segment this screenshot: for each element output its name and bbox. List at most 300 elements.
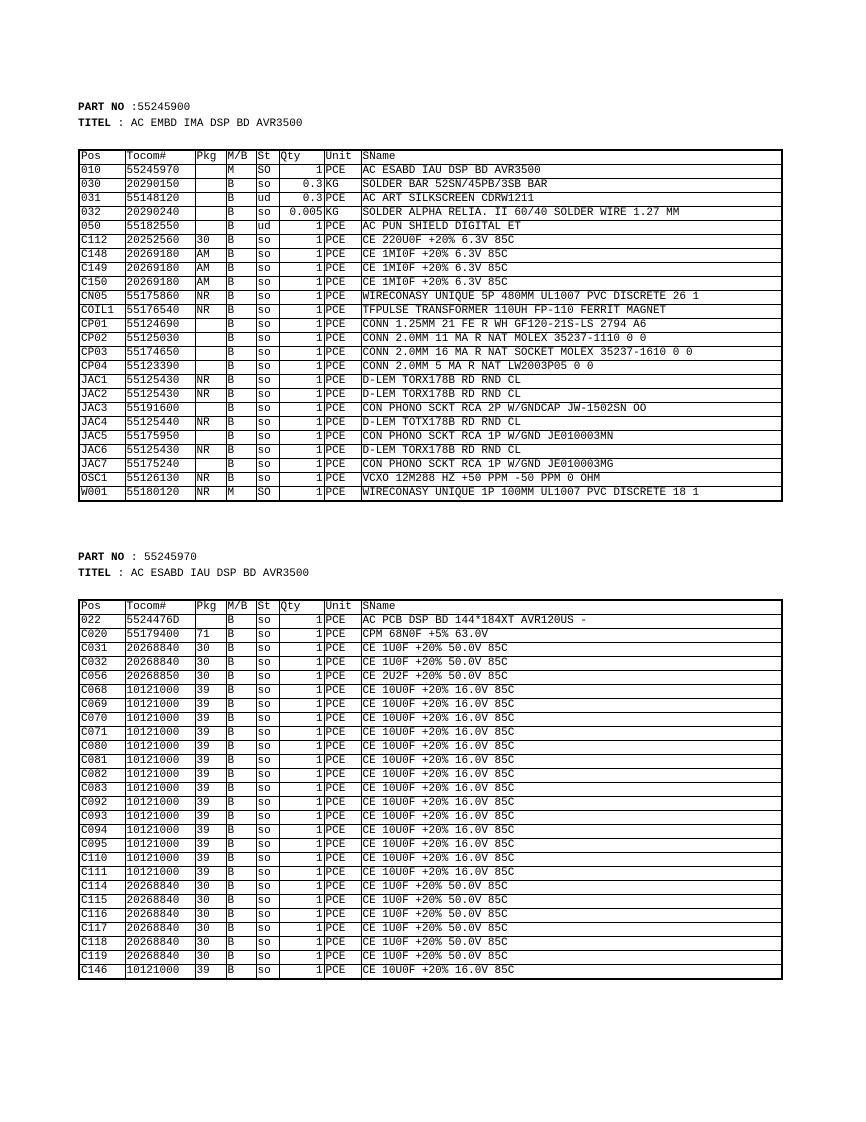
- cell-pos: C115: [79, 895, 125, 909]
- cell-mb: B: [226, 263, 256, 277]
- cell-st: so: [256, 263, 279, 277]
- cell-pkg: 39: [195, 755, 226, 769]
- cell-sname: SOLDER ALPHA RELIA. II 60/40 SOLDER WIRE 1.27 MM: [361, 207, 782, 221]
- cell-pkg: 30: [195, 657, 226, 671]
- table-row: [79, 459, 782, 473]
- cell-pos: 022: [79, 615, 125, 629]
- cell-unit: PCE: [324, 375, 361, 389]
- cell-mb: B: [226, 811, 256, 825]
- cell-sname: CE 10U0F +20% 16.0V 85C: [361, 685, 782, 699]
- cell-sname: CE 10U0F +20% 16.0V 85C: [361, 783, 782, 797]
- cell-pos: JAC3: [79, 403, 125, 417]
- cell-sname: CE 1U0F +20% 50.0V 85C: [361, 937, 782, 951]
- cell-st: so: [256, 783, 279, 797]
- cell-unit: PCE: [324, 389, 361, 403]
- cell-tocom: 55124690: [125, 319, 195, 333]
- cell-sname: CE 10U0F +20% 16.0V 85C: [361, 825, 782, 839]
- table-row: [79, 291, 782, 305]
- cell-st: so: [256, 277, 279, 291]
- cell-pos: C150: [79, 277, 125, 291]
- cell-pos: JAC6: [79, 445, 125, 459]
- cell-pos: C095: [79, 839, 125, 853]
- cell-st: so: [256, 769, 279, 783]
- cell-pkg: 30: [195, 235, 226, 249]
- cell-pos: C071: [79, 727, 125, 741]
- cell-qty: 1: [279, 713, 324, 727]
- cell-unit: PCE: [324, 671, 361, 685]
- cell-st: so: [256, 333, 279, 347]
- cell-unit: PCE: [324, 305, 361, 319]
- cell-qty: 1: [279, 347, 324, 361]
- cell-pkg: 39: [195, 811, 226, 825]
- cell-mb: B: [226, 895, 256, 909]
- cell-mb: B: [226, 333, 256, 347]
- table-row: [79, 389, 782, 403]
- cell-st: so: [256, 839, 279, 853]
- cell-qty: 1: [279, 965, 324, 980]
- cell-unit: PCE: [324, 347, 361, 361]
- cell-unit: PCE: [324, 333, 361, 347]
- cell-unit: KG: [324, 207, 361, 221]
- cell-qty: 1: [279, 727, 324, 741]
- cell-pkg: [195, 459, 226, 473]
- cell-mb: B: [226, 445, 256, 459]
- cell-pos: C112: [79, 235, 125, 249]
- column-header-pkg: Pkg: [195, 600, 226, 615]
- title-label: TITEL: [78, 118, 112, 130]
- column-header-qty: Qty: [279, 150, 324, 165]
- cell-sname: AC PUN SHIELD DIGITAL ET: [361, 221, 782, 235]
- cell-st: so: [256, 249, 279, 263]
- table-row: [79, 221, 782, 235]
- cell-sname: CE 10U0F +20% 16.0V 85C: [361, 727, 782, 741]
- cell-tocom: 55148120: [125, 193, 195, 207]
- cell-pos: C094: [79, 825, 125, 839]
- table-row: [79, 179, 782, 193]
- cell-unit: PCE: [324, 361, 361, 375]
- cell-tocom: 55125030: [125, 333, 195, 347]
- cell-unit: PCE: [324, 867, 361, 881]
- cell-mb: B: [226, 769, 256, 783]
- cell-qty: 1: [279, 895, 324, 909]
- cell-pkg: AM: [195, 249, 226, 263]
- cell-pos: JAC4: [79, 417, 125, 431]
- cell-unit: PCE: [324, 249, 361, 263]
- cell-tocom: 10121000: [125, 867, 195, 881]
- cell-st: so: [256, 403, 279, 417]
- cell-st: so: [256, 305, 279, 319]
- cell-mb: B: [226, 783, 256, 797]
- cell-tocom: 55175240: [125, 459, 195, 473]
- cell-pos: C117: [79, 923, 125, 937]
- cell-mb: B: [226, 235, 256, 249]
- part-number-separator: :: [124, 102, 138, 114]
- cell-qty: 0.005: [279, 207, 324, 221]
- cell-pkg: NR: [195, 473, 226, 487]
- cell-sname: CE 10U0F +20% 16.0V 85C: [361, 853, 782, 867]
- cell-tocom: 10121000: [125, 699, 195, 713]
- title-line: [78, 566, 783, 582]
- table-row: [79, 783, 782, 797]
- column-header-st: St: [256, 600, 279, 615]
- cell-pkg: 39: [195, 699, 226, 713]
- cell-pos: 030: [79, 179, 125, 193]
- cell-pos: 050: [79, 221, 125, 235]
- cell-st: so: [256, 291, 279, 305]
- column-header-unit: Unit: [324, 600, 361, 615]
- cell-st: so: [256, 741, 279, 755]
- cell-sname: AC ART SILKSCREEN CDRW1211: [361, 193, 782, 207]
- cell-tocom: 55175950: [125, 431, 195, 445]
- cell-unit: PCE: [324, 909, 361, 923]
- cell-tocom: 55179400: [125, 629, 195, 643]
- cell-tocom: 55125430: [125, 389, 195, 403]
- cell-st: so: [256, 825, 279, 839]
- cell-mb: B: [226, 923, 256, 937]
- table-row: [79, 909, 782, 923]
- table-row: [79, 839, 782, 853]
- cell-st: so: [256, 445, 279, 459]
- cell-tocom: 10121000: [125, 783, 195, 797]
- cell-pkg: [195, 361, 226, 375]
- cell-pkg: NR: [195, 291, 226, 305]
- cell-qty: 1: [279, 643, 324, 657]
- column-header-tocom: Tocom#: [125, 150, 195, 165]
- cell-sname: WIRECONASY UNIQUE 5P 480MM UL1007 PVC DISCRETE 26 1: [361, 291, 782, 305]
- cell-unit: PCE: [324, 825, 361, 839]
- cell-pos: CP01: [79, 319, 125, 333]
- cell-pkg: [195, 319, 226, 333]
- cell-unit: PCE: [324, 445, 361, 459]
- cell-pkg: 39: [195, 783, 226, 797]
- cell-st: so: [256, 389, 279, 403]
- cell-st: so: [256, 375, 279, 389]
- table-row: [79, 487, 782, 502]
- table-row: [79, 249, 782, 263]
- cell-mb: B: [226, 671, 256, 685]
- cell-mb: B: [226, 881, 256, 895]
- cell-pos: C032: [79, 657, 125, 671]
- cell-qty: 1: [279, 403, 324, 417]
- cell-unit: PCE: [324, 895, 361, 909]
- cell-tocom: 10121000: [125, 755, 195, 769]
- table-row: [79, 895, 782, 909]
- cell-sname: CE 1U0F +20% 50.0V 85C: [361, 895, 782, 909]
- cell-pos: 032: [79, 207, 125, 221]
- cell-tocom: 55125440: [125, 417, 195, 431]
- table-row: [79, 445, 782, 459]
- cell-pos: C056: [79, 671, 125, 685]
- cell-sname: CE 10U0F +20% 16.0V 85C: [361, 965, 782, 980]
- table-row: [79, 207, 782, 221]
- cell-st: so: [256, 713, 279, 727]
- cell-pkg: 39: [195, 713, 226, 727]
- column-header-sname: SName: [361, 600, 782, 615]
- cell-pkg: AM: [195, 263, 226, 277]
- cell-pos: C081: [79, 755, 125, 769]
- table-row: [79, 333, 782, 347]
- cell-unit: PCE: [324, 657, 361, 671]
- cell-tocom: 55191600: [125, 403, 195, 417]
- cell-mb: B: [226, 249, 256, 263]
- cell-pos: C092: [79, 797, 125, 811]
- cell-qty: 1: [279, 333, 324, 347]
- cell-sname: CE 10U0F +20% 16.0V 85C: [361, 867, 782, 881]
- cell-pos: C093: [79, 811, 125, 825]
- cell-pkg: [195, 179, 226, 193]
- cell-unit: PCE: [324, 473, 361, 487]
- cell-pkg: 39: [195, 965, 226, 980]
- cell-mb: B: [226, 951, 256, 965]
- cell-pos: CN05: [79, 291, 125, 305]
- cell-unit: PCE: [324, 923, 361, 937]
- cell-sname: CE 1U0F +20% 50.0V 85C: [361, 881, 782, 895]
- cell-sname: CONN 2.0MM 11 MA R NAT MOLEX 35237-1110 0 0: [361, 333, 782, 347]
- cell-sname: TFPULSE TRANSFORMER 110UH FP-110 FERRIT MAGNET: [361, 305, 782, 319]
- cell-tocom: 10121000: [125, 727, 195, 741]
- cell-pkg: NR: [195, 487, 226, 502]
- cell-st: so: [256, 755, 279, 769]
- cell-mb: B: [226, 713, 256, 727]
- cell-st: so: [256, 951, 279, 965]
- cell-sname: CE 1MI0F +20% 6.3V 85C: [361, 277, 782, 291]
- cell-tocom: 55245970: [125, 165, 195, 179]
- cell-qty: 1: [279, 417, 324, 431]
- cell-sname: CE 1MI0F +20% 6.3V 85C: [361, 249, 782, 263]
- cell-qty: 1: [279, 755, 324, 769]
- cell-mb: B: [226, 291, 256, 305]
- cell-qty: 1: [279, 923, 324, 937]
- cell-pos: C116: [79, 909, 125, 923]
- cell-pos: C069: [79, 699, 125, 713]
- bom-table: [78, 599, 783, 980]
- cell-unit: PCE: [324, 741, 361, 755]
- bom-section-1: [78, 100, 783, 502]
- cell-qty: 1: [279, 249, 324, 263]
- cell-pos: JAC7: [79, 459, 125, 473]
- cell-pkg: 30: [195, 951, 226, 965]
- cell-st: so: [256, 923, 279, 937]
- cell-pkg: 39: [195, 797, 226, 811]
- cell-pkg: [195, 431, 226, 445]
- cell-mb: B: [226, 937, 256, 951]
- cell-st: so: [256, 207, 279, 221]
- table-row: [79, 235, 782, 249]
- cell-qty: 1: [279, 431, 324, 445]
- cell-tocom: 55123390: [125, 361, 195, 375]
- cell-pkg: 39: [195, 867, 226, 881]
- cell-sname: CE 1U0F +20% 50.0V 85C: [361, 923, 782, 937]
- cell-st: so: [256, 643, 279, 657]
- cell-pkg: [195, 193, 226, 207]
- column-header-st: St: [256, 150, 279, 165]
- cell-tocom: 55182550: [125, 221, 195, 235]
- table-row: [79, 615, 782, 629]
- cell-qty: 1: [279, 165, 324, 179]
- table-row: [79, 727, 782, 741]
- cell-tocom: 10121000: [125, 685, 195, 699]
- cell-tocom: 20252560: [125, 235, 195, 249]
- cell-tocom: 20269180: [125, 249, 195, 263]
- cell-pos: C119: [79, 951, 125, 965]
- cell-pos: C082: [79, 769, 125, 783]
- cell-tocom: 20269180: [125, 263, 195, 277]
- cell-tocom: 20268840: [125, 923, 195, 937]
- cell-tocom: 20268840: [125, 881, 195, 895]
- cell-pkg: 30: [195, 923, 226, 937]
- column-header-unit: Unit: [324, 150, 361, 165]
- part-number-value: 55245900: [137, 102, 191, 114]
- cell-pkg: NR: [195, 445, 226, 459]
- cell-qty: 1: [279, 657, 324, 671]
- cell-tocom: 20268840: [125, 895, 195, 909]
- cell-unit: PCE: [324, 165, 361, 179]
- cell-sname: CON PHONO SCKT RCA 2P W/GNDCAP JW-1502SN OO: [361, 403, 782, 417]
- cell-mb: B: [226, 347, 256, 361]
- cell-unit: PCE: [324, 431, 361, 445]
- cell-pos: C111: [79, 867, 125, 881]
- table-row: [79, 473, 782, 487]
- cell-pkg: 39: [195, 741, 226, 755]
- cell-unit: PCE: [324, 853, 361, 867]
- cell-pkg: [195, 207, 226, 221]
- cell-st: so: [256, 671, 279, 685]
- cell-sname: CE 220U0F +20% 6.3V 85C: [361, 235, 782, 249]
- cell-st: so: [256, 431, 279, 445]
- cell-pkg: 39: [195, 685, 226, 699]
- cell-qty: 0.3: [279, 193, 324, 207]
- cell-unit: PCE: [324, 769, 361, 783]
- cell-pos: COIL1: [79, 305, 125, 319]
- table-row: [79, 881, 782, 895]
- cell-pkg: 39: [195, 769, 226, 783]
- table-row: [79, 755, 782, 769]
- cell-qty: 1: [279, 263, 324, 277]
- cell-qty: 1: [279, 361, 324, 375]
- cell-pkg: NR: [195, 305, 226, 319]
- cell-tocom: 20268840: [125, 657, 195, 671]
- cell-qty: 1: [279, 825, 324, 839]
- table-row: [79, 319, 782, 333]
- cell-st: so: [256, 937, 279, 951]
- table-row: [79, 431, 782, 445]
- cell-qty: 1: [279, 951, 324, 965]
- column-header-qty: Qty: [279, 600, 324, 615]
- cell-st: so: [256, 965, 279, 980]
- cell-qty: 1: [279, 937, 324, 951]
- table-row: [79, 347, 782, 361]
- cell-qty: 1: [279, 445, 324, 459]
- cell-unit: PCE: [324, 403, 361, 417]
- bom-section-2: [78, 550, 783, 980]
- cell-sname: AC ESABD IAU DSP BD AVR3500: [361, 165, 782, 179]
- cell-st: so: [256, 473, 279, 487]
- cell-pos: C031: [79, 643, 125, 657]
- column-header-tocom: Tocom#: [125, 600, 195, 615]
- cell-tocom: 10121000: [125, 741, 195, 755]
- cell-pos: OSC1: [79, 473, 125, 487]
- cell-tocom: 20268840: [125, 937, 195, 951]
- cell-sname: D-LEM TOTX178B RD RND CL: [361, 417, 782, 431]
- title-separator: :: [111, 568, 131, 580]
- cell-unit: PCE: [324, 839, 361, 853]
- title-value: AC ESABD IAU DSP BD AVR3500: [130, 568, 310, 580]
- cell-tocom: 20268840: [125, 951, 195, 965]
- table-row: [79, 685, 782, 699]
- cell-tocom: 10121000: [125, 713, 195, 727]
- cell-tocom: 20269180: [125, 277, 195, 291]
- cell-st: so: [256, 319, 279, 333]
- table-row: [79, 965, 782, 980]
- cell-tocom: 10121000: [125, 769, 195, 783]
- cell-st: so: [256, 657, 279, 671]
- cell-qty: 1: [279, 615, 324, 629]
- cell-pos: C149: [79, 263, 125, 277]
- cell-mb: B: [226, 459, 256, 473]
- cell-sname: CE 10U0F +20% 16.0V 85C: [361, 713, 782, 727]
- cell-st: so: [256, 615, 279, 629]
- cell-tocom: 20268840: [125, 909, 195, 923]
- cell-unit: PCE: [324, 459, 361, 473]
- cell-pkg: [195, 403, 226, 417]
- cell-st: SO: [256, 165, 279, 179]
- cell-tocom: 10121000: [125, 811, 195, 825]
- cell-sname: CE 2U2F +20% 50.0V 85C: [361, 671, 782, 685]
- table-row: [79, 165, 782, 179]
- cell-mb: M: [226, 165, 256, 179]
- cell-pkg: AM: [195, 277, 226, 291]
- cell-pkg: [195, 333, 226, 347]
- table-row: [79, 853, 782, 867]
- cell-pos: C070: [79, 713, 125, 727]
- cell-sname: CE 1MI0F +20% 6.3V 85C: [361, 263, 782, 277]
- cell-tocom: 10121000: [125, 797, 195, 811]
- cell-pos: JAC1: [79, 375, 125, 389]
- cell-pos: 031: [79, 193, 125, 207]
- cell-pos: C146: [79, 965, 125, 980]
- cell-pos: C118: [79, 937, 125, 951]
- cell-mb: B: [226, 685, 256, 699]
- cell-qty: 1: [279, 291, 324, 305]
- cell-unit: PCE: [324, 685, 361, 699]
- cell-pos: 010: [79, 165, 125, 179]
- cell-qty: 1: [279, 487, 324, 502]
- cell-unit: PCE: [324, 319, 361, 333]
- cell-sname: CONN 1.25MM 21 FE R WH GF120-21S-LS 2794 A6: [361, 319, 782, 333]
- cell-mb: B: [226, 319, 256, 333]
- cell-qty: 1: [279, 375, 324, 389]
- cell-tocom: 55125430: [125, 445, 195, 459]
- cell-mb: B: [226, 305, 256, 319]
- cell-sname: CE 1U0F +20% 50.0V 85C: [361, 909, 782, 923]
- cell-sname: CE 10U0F +20% 16.0V 85C: [361, 811, 782, 825]
- cell-mb: B: [226, 417, 256, 431]
- cell-pkg: [195, 221, 226, 235]
- table-row: [79, 825, 782, 839]
- table-row: [79, 361, 782, 375]
- cell-pkg: 30: [195, 671, 226, 685]
- cell-sname: VCXO 12M288 HZ +50 PPM -50 PPM 0 OHM: [361, 473, 782, 487]
- cell-unit: PCE: [324, 727, 361, 741]
- table-row: [79, 699, 782, 713]
- cell-pkg: 39: [195, 727, 226, 741]
- cell-mb: B: [226, 909, 256, 923]
- cell-unit: PCE: [324, 713, 361, 727]
- cell-pos: C020: [79, 629, 125, 643]
- cell-qty: 1: [279, 797, 324, 811]
- cell-pkg: [195, 347, 226, 361]
- cell-mb: B: [226, 615, 256, 629]
